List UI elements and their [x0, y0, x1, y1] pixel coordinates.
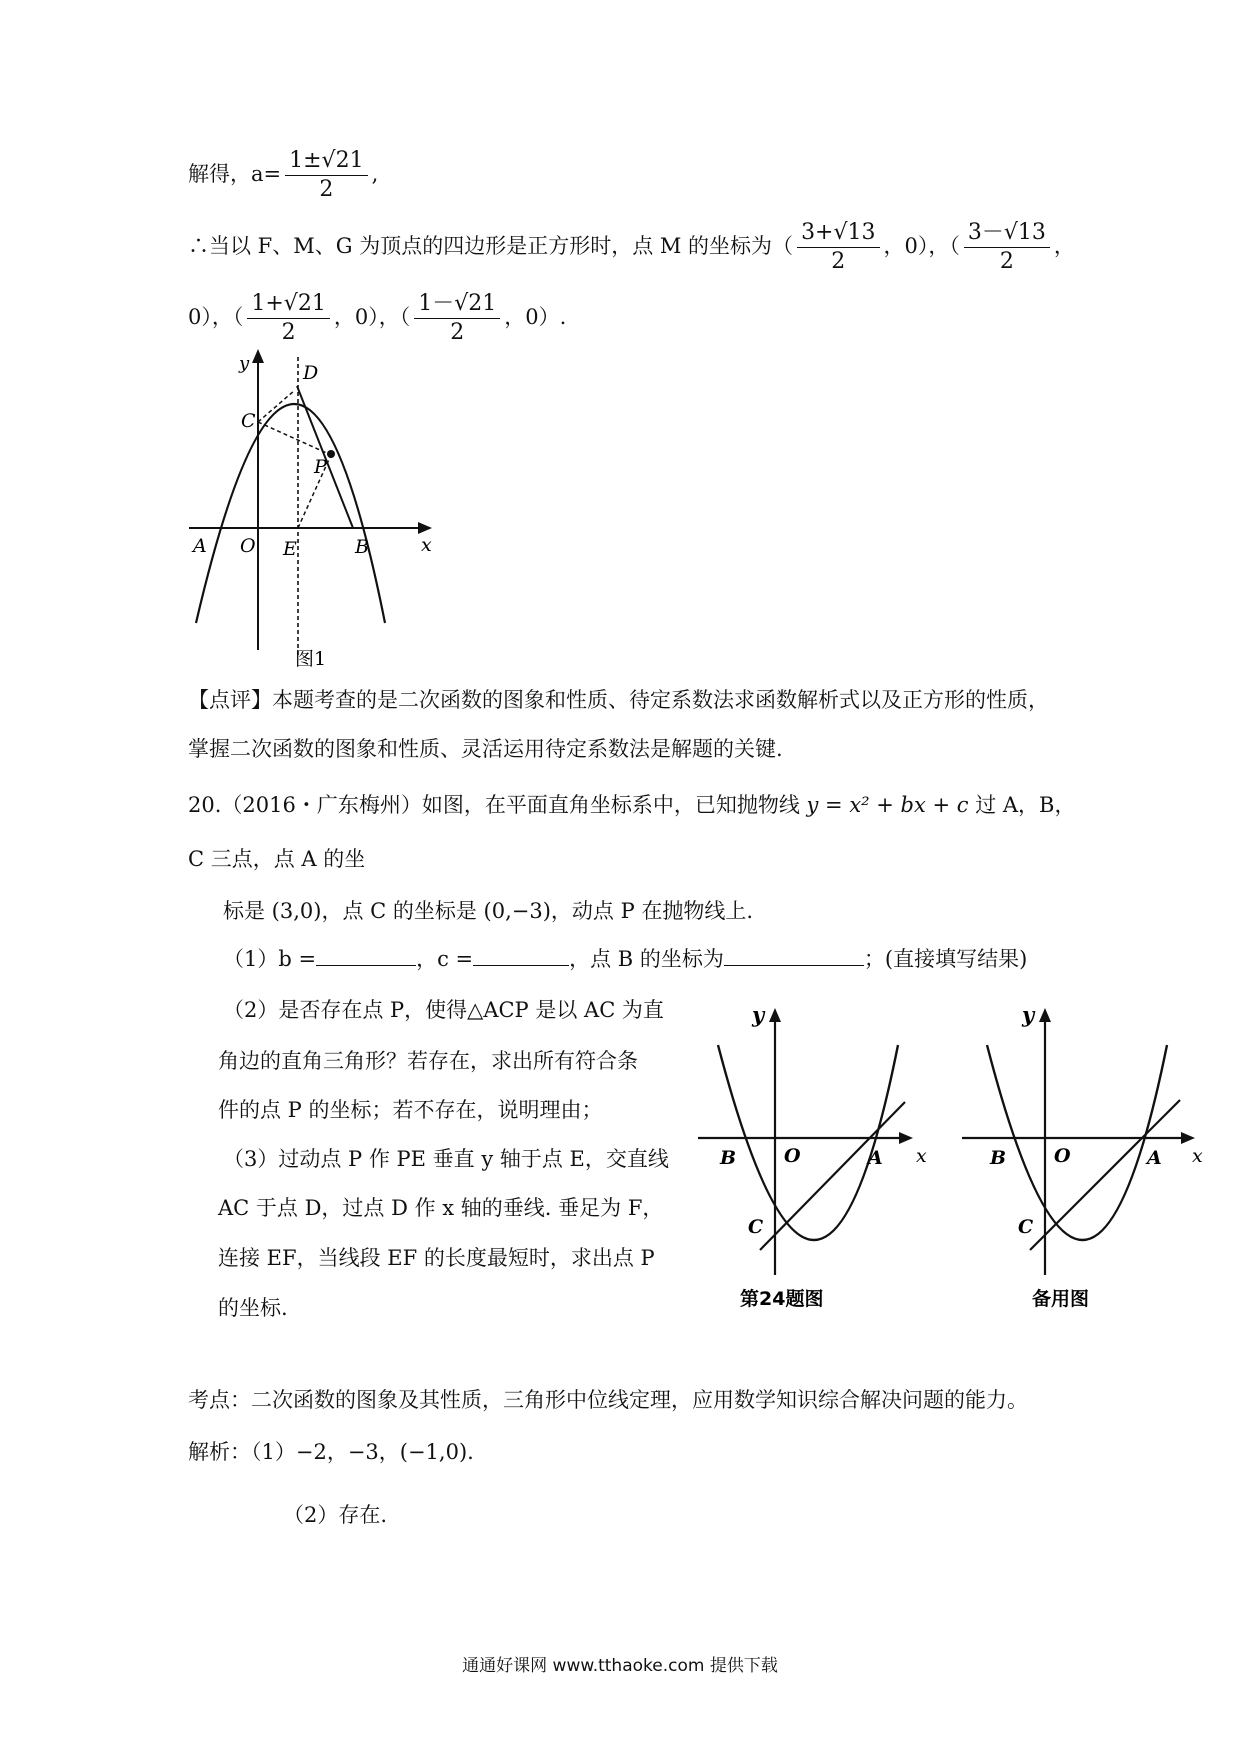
- label-e: E: [283, 538, 297, 560]
- segment-cd: [258, 390, 295, 422]
- blank-c: [473, 945, 569, 966]
- question-3-line-2: AC 于点 D，过点 D 作 x 轴的垂线. 垂足为 F，: [218, 1196, 664, 1220]
- y-axis-arrow: [769, 1008, 781, 1022]
- label-a: A: [193, 535, 207, 557]
- line-ac: [760, 1102, 905, 1250]
- y-axis-arrow: [1039, 1008, 1051, 1022]
- problem-20-intro-2: C 三点，点 A 的坐: [188, 847, 366, 871]
- label-b: B: [355, 536, 369, 558]
- parabola-equation: y = x² + bx + c: [806, 793, 969, 817]
- question-3-line-1: （3）过动点 P 作 PE 垂直 y 轴于点 E，交直线: [223, 1147, 669, 1171]
- y-axis-arrow: [252, 349, 264, 363]
- figure-caption: 图1: [295, 648, 327, 670]
- question-3-line-4: 的坐标.: [218, 1296, 288, 1320]
- jiexi-line: 解析：（1）−2，−3，(−1,0).: [188, 1440, 474, 1464]
- label-c: C: [1018, 1216, 1034, 1238]
- page-footer: 通通好课网 www.tthaoke.com 提供下载: [462, 1656, 778, 1676]
- label-x: x: [421, 534, 432, 556]
- solution-line-1: 解得，a= $\frac{1\pm√21}{2}$ ,: [188, 148, 379, 202]
- x-axis-arrow: [418, 522, 432, 534]
- question-1: （1）b = ，c = ，点 B 的坐标为 ；(直接填写结果): [223, 947, 1028, 971]
- question-3-line-3: 连接 EF，当线段 EF 的长度最短时，求出点 P: [218, 1246, 655, 1270]
- label-p: P: [314, 456, 327, 478]
- question-2-line-2: 角边的直角三角形？若存在，求出所有符合条: [218, 1049, 638, 1073]
- figure-caption: 备用图: [1032, 1288, 1090, 1310]
- label-d: D: [303, 362, 319, 384]
- fraction: $\frac{1-√21}{2}$: [414, 293, 500, 344]
- figure-24: [690, 1000, 945, 1330]
- label-c: C: [241, 410, 256, 432]
- label-y: y: [239, 353, 250, 374]
- fraction: $\frac{3+√13}{2}$: [797, 222, 879, 273]
- point-p: [327, 450, 335, 458]
- segment-cp: [258, 422, 331, 455]
- kaodian-line: 考点：二次函数的图象及其性质，三角形中位线定理，应用数学知识综合解决问题的能力。: [188, 1388, 1028, 1412]
- label-y: y: [1022, 1002, 1035, 1027]
- label-o: O: [240, 535, 256, 557]
- parabola-curve: [718, 1045, 898, 1240]
- label-o: O: [1054, 1145, 1071, 1167]
- label-o: O: [784, 1145, 801, 1167]
- parabola-curve: [987, 1045, 1167, 1240]
- figure-caption: 第24题图: [740, 1288, 824, 1310]
- label-x: x: [1192, 1145, 1203, 1167]
- label-a: A: [868, 1147, 883, 1169]
- problem-20-intro-3: 标是 (3,0)，点 C 的坐标是 (0,−3)，动点 P 在抛物线上.: [223, 899, 754, 923]
- fraction: $\frac{1+√21}{2}$: [247, 293, 329, 344]
- solution-line-2: ∴当以 F、M、G 为顶点的四边形是正方形时，点 M 的坐标为（ $\frac{3+√13}{2}$ ，0），（ $\frac{3-√13}{2}$ ，: [188, 220, 1075, 274]
- comment-line-2: 掌握二次函数的图象和性质、灵活运用待定系数法是解题的关键.: [188, 737, 783, 761]
- label-b: B: [990, 1147, 1007, 1169]
- label-a: A: [1147, 1147, 1162, 1169]
- blank-point-b: [724, 945, 864, 966]
- label-y: y: [752, 1002, 765, 1027]
- question-2-line-1: （2）是否存在点 P，使得△ACP 是以 AC 为直: [223, 998, 664, 1022]
- x-axis-arrow: [899, 1132, 913, 1144]
- label-b: B: [720, 1147, 737, 1169]
- solution-line-3: 0），（ $\frac{1+√21}{2}$ ，0），（ $\frac{1-√21}{2}$ ，0）.: [188, 291, 567, 345]
- figure-1: [185, 345, 445, 670]
- label-x: x: [916, 1145, 927, 1167]
- part-2-answer: （2）存在.: [283, 1503, 388, 1527]
- label-c: C: [748, 1216, 764, 1238]
- x-axis-arrow: [1181, 1132, 1195, 1144]
- figure-24-backup: [960, 1000, 1215, 1330]
- fraction: $\frac{1\pm√21}{2}$: [285, 150, 367, 201]
- blank-b: [316, 945, 416, 966]
- question-2-line-3: 件的点 P 的坐标；若不存在，说明理由；: [218, 1098, 603, 1122]
- problem-20-intro: 20.（2016・广东梅州）如图，在平面直角坐标系中，已知抛物线 y = x² + bx + c 过 A，B，: [188, 793, 1076, 817]
- fraction: $\frac{3-√13}{2}$: [964, 222, 1050, 273]
- comment-line-1: 【点评】本题考查的是二次函数的图象和性质、待定系数法求函数解析式以及正方形的性质，: [188, 688, 1049, 712]
